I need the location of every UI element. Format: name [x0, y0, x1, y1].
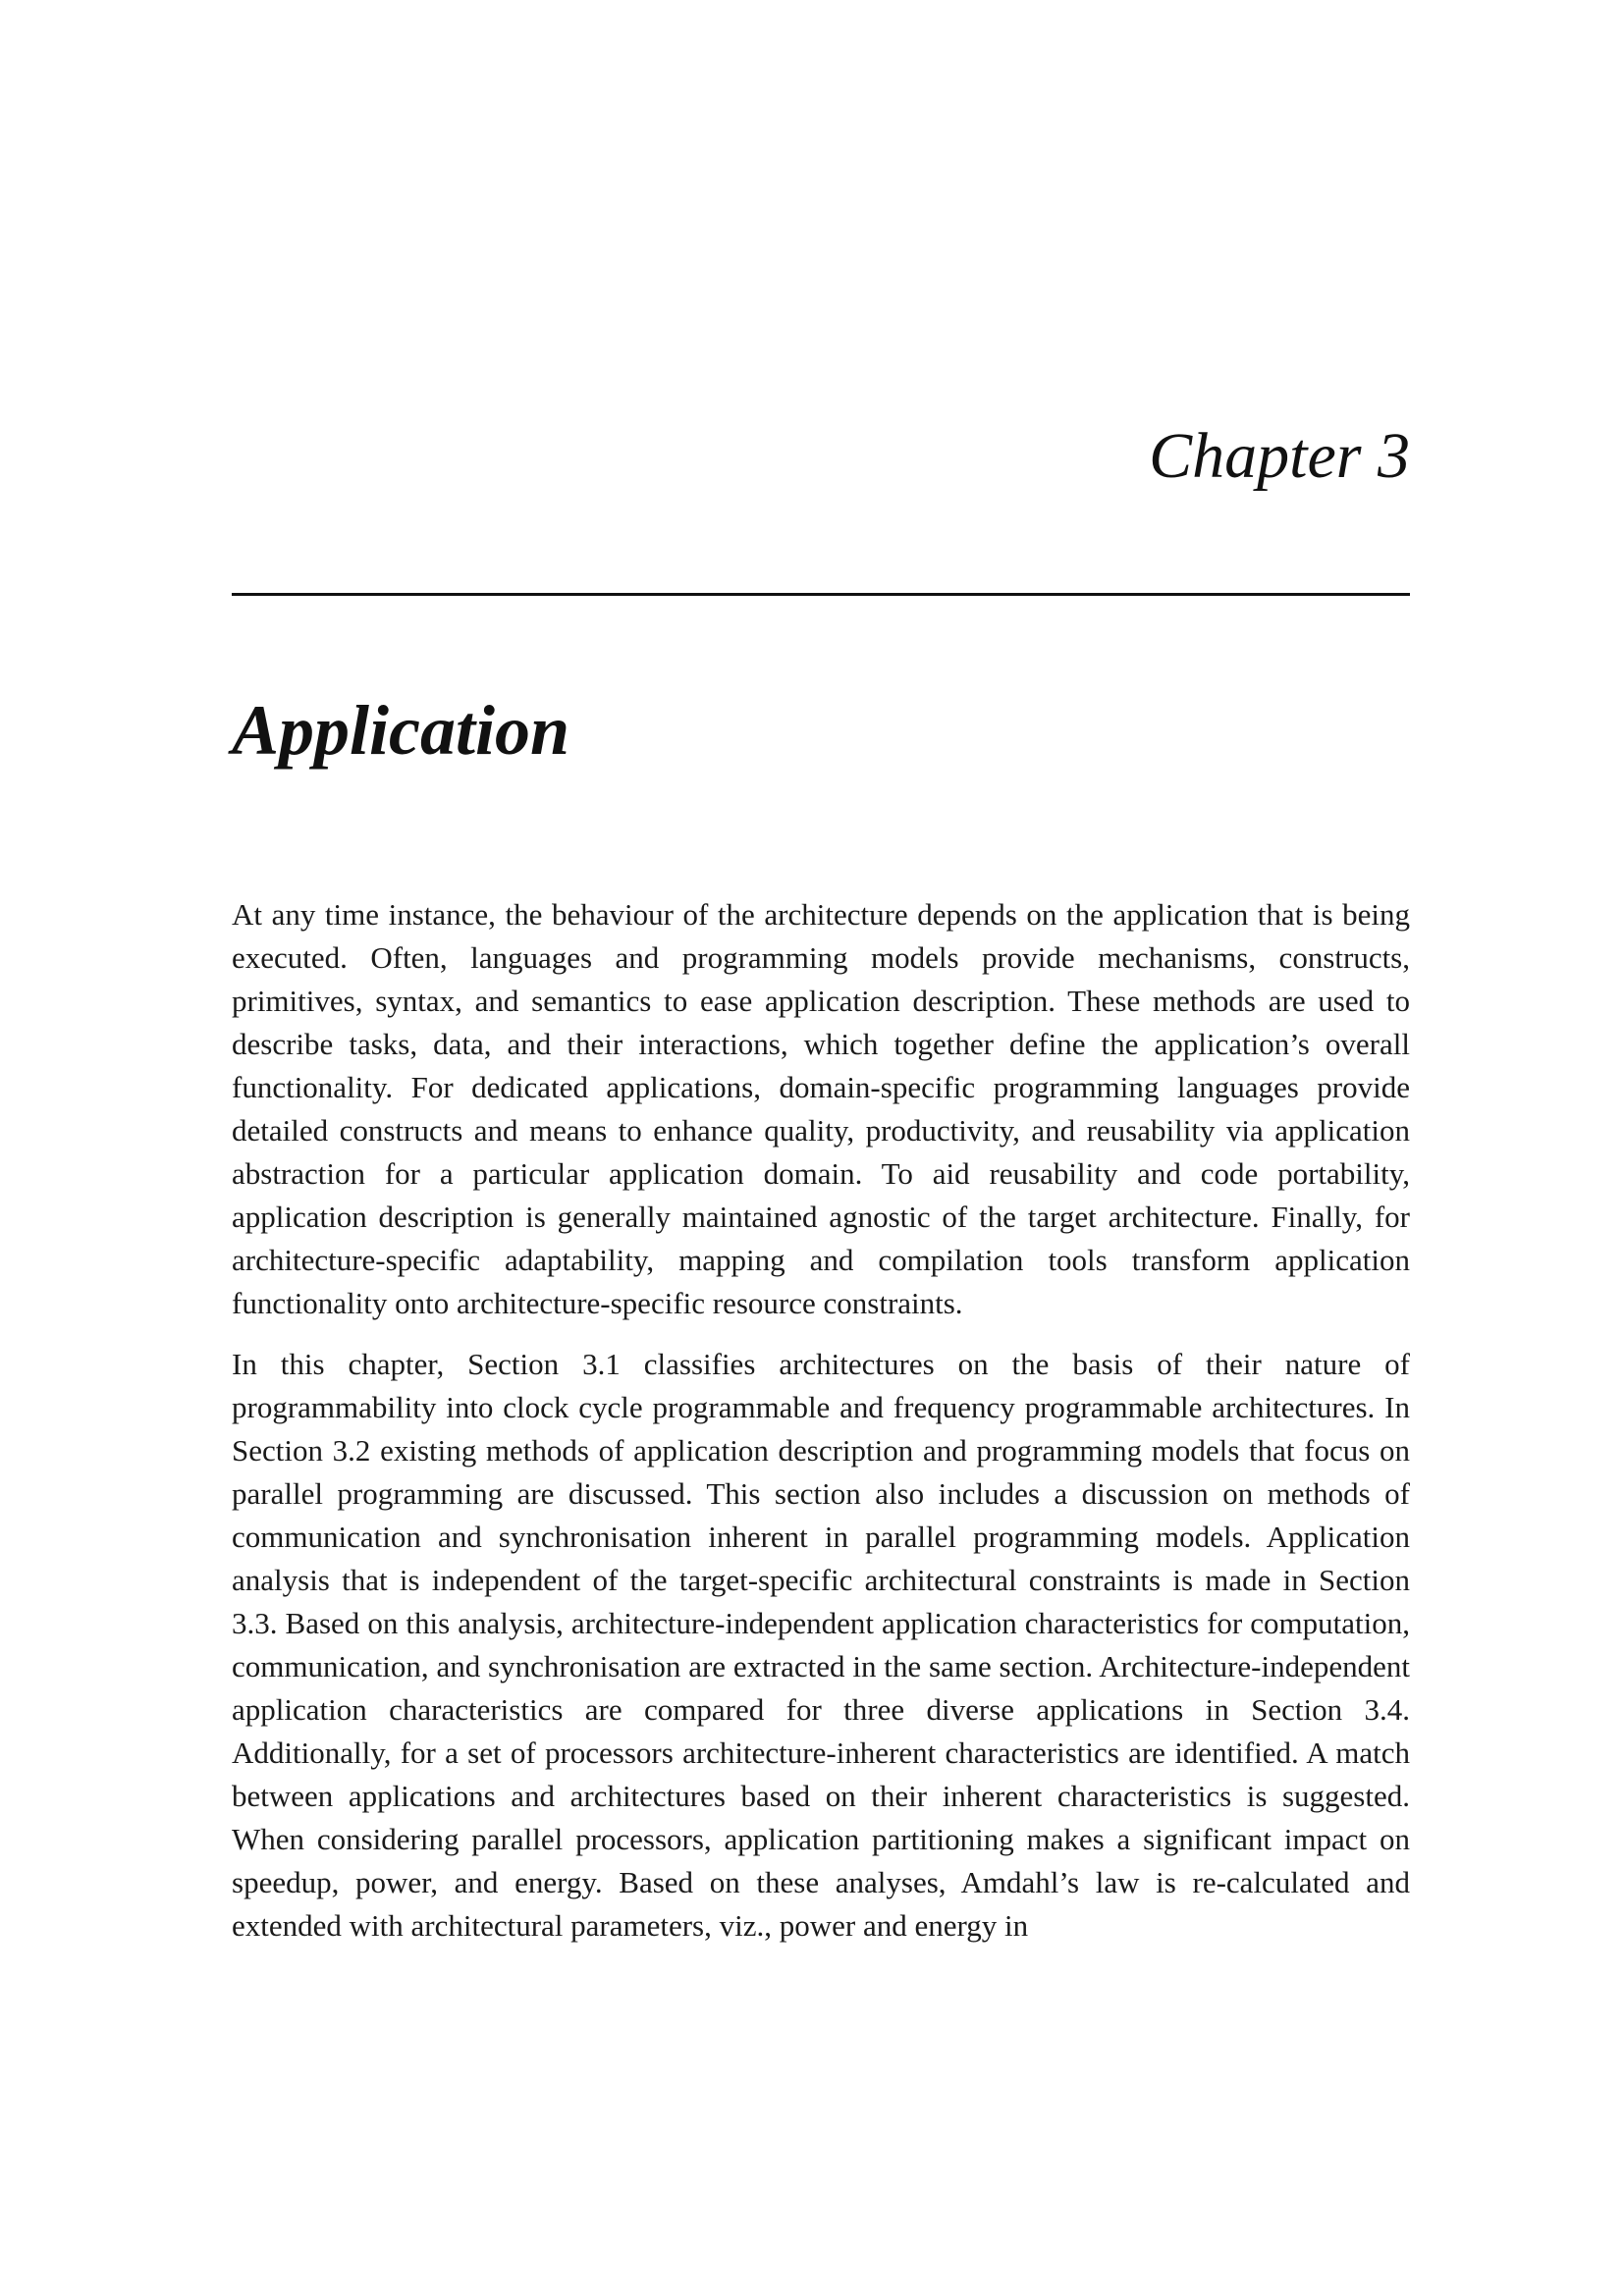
chapter-title: Application — [232, 691, 570, 770]
chapter-number: Chapter 3 — [1149, 420, 1410, 492]
chapter-divider — [232, 593, 1410, 596]
body-text — [232, 893, 1410, 1965]
paragraph-chapter-overview: In this chapter, Section 3.1 classifies architectures on the basis of their nature of programmability into clock cycle programmable and frequency programmable architectures. In Section 3.2 existing methods of application description and programming models that focus on parallel programming are discussed. This section also includes a discussion on methods of communication and synchronisation inherent in parallel programming models. Application analysis that is independent of the target-specific architectural constraints is made in Section 3.3. Based on this analysis, architecture-independent application characteristics for computation, communication, and synchronisation are extracted in the same section. Architecture-independent application characteristics are compared for three diverse applications in Section 3.4. Additionally, for a set of processors architecture-inherent characteristics are identified. A match between applications and architectures based on their inherent characteristics is suggested. When considering parallel processors, application partitioning makes a significant impact on speedup, power, and energy. Based on these analyses, Amdahl’s law is re-calculated and extended with architectural parameters, viz., power and energy in — [232, 1347, 1410, 1943]
paragraph-intro: At any time instance, the behaviour of the architecture depends on the application that is being executed. Often, languages and programming models provide mechanisms, constructs, primitives, syntax, and semantics to ease application description. These methods are used to describe tasks, data, and their interactions, which together define the application’s overall functionality. For dedicated applications, domain-specific programming languages provide detailed constructs and means to enhance quality, productivity, and reusability via application abstraction for a particular application domain. To aid reusability and code portability, application description is generally maintained agnostic of the target architecture. Finally, for architecture-specific adaptability, mapping and compilation tools transform application functionality onto architecture-specific resource constraints. — [232, 897, 1410, 1320]
